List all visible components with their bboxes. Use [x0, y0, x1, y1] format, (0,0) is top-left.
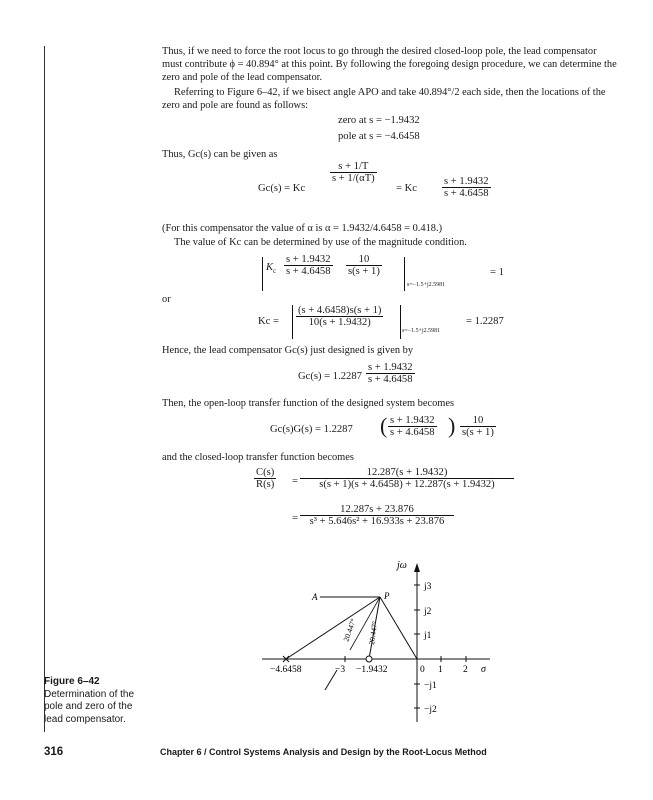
final-gc-lhs: Gc(s) = 1.2287 — [298, 371, 362, 382]
ol-frac2-num: 10 — [460, 415, 496, 427]
label-0: 0 — [420, 665, 425, 675]
angle-label-2: 20.447° — [367, 620, 380, 646]
gc-equation-eq-kc: = Kc — [396, 183, 417, 194]
label-mj1: −j1 — [424, 681, 437, 691]
chapter-title: Chapter 6 / Control Systems Analysis and Design by the Root-Locus Method — [160, 747, 487, 757]
final-gc-den: s + 4.6458 — [368, 374, 413, 385]
label-m19432: −1.9432 — [356, 665, 388, 675]
mag-rhs: = 1 — [490, 267, 504, 278]
cl2-frac-num: 12.287s + 23.876 — [300, 504, 454, 516]
final-gc-num: s + 1.9432 — [368, 362, 413, 373]
alpha-note: (For this compensator the value of α is α = 1.9432/4.6458 = 0.418.) — [162, 223, 443, 234]
mag-frac2-num: 10 — [346, 254, 382, 266]
caption-line-2: pole and zero of the — [44, 701, 133, 712]
thus-gc-text: Thus, Gc(s) can be given as — [162, 149, 278, 160]
pole-location: pole at s = −4.6458 — [338, 131, 420, 142]
gc-frac1-denominator: s + 1/(αT) — [332, 173, 375, 184]
label-m3: −3 — [335, 665, 346, 675]
gc-frac2-denominator: s + 4.6458 — [444, 188, 489, 199]
then-text: Then, the open-loop transfer function of the designed system becomes — [162, 398, 455, 409]
cl-lhs-num: C(s) — [256, 467, 275, 478]
mag-kc: $K_c$ — [266, 262, 277, 276]
mag-frac2-den: s(s + 1) — [348, 266, 380, 277]
paragraph-2: Referring to Figure 6–42, if we bisect angle APO and take 40.894°/2 each side, then the locations of the zero and pole are found as follows: — [162, 87, 606, 111]
cl2-equals: = — [292, 513, 298, 524]
caption-line-1: Determination of the — [44, 688, 135, 700]
closed-text: and the closed-loop transfer function becomes — [162, 452, 354, 463]
label-j3: j3 — [424, 582, 432, 592]
ol-frac1-num: s + 1.9432 — [390, 415, 435, 426]
kc-note: The value of Kc can be determined by use of the magnitude condition. — [174, 237, 467, 248]
label-j2: j2 — [424, 607, 432, 617]
cl-frac-num: 12.287(s + 1.9432) — [300, 467, 514, 479]
cl-equals: = — [292, 476, 298, 487]
cl2-frac-den: s³ + 5.646s² + 16.933s + 23.876 — [309, 516, 445, 527]
ol-frac1-den: s + 4.6458 — [390, 427, 435, 438]
kc-subscript: s=−1.5+j2.5981 — [402, 328, 441, 334]
gc-frac1-numerator: s + 1/T — [330, 161, 377, 173]
label-mj2: −j2 — [424, 705, 437, 715]
kc-frac-num: (s + 4.6458)s(s + 1) — [298, 305, 382, 316]
page-number: 316 — [44, 746, 64, 758]
ol-lhs: Gc(s)G(s) = 1.2287 — [270, 424, 353, 435]
gc-equation-lhs: Gc(s) = Kc — [258, 183, 306, 194]
label-1: 1 — [438, 665, 443, 675]
zero-location: zero at s = −1.9432 — [338, 115, 420, 126]
ol-paren-right: ) — [448, 413, 456, 438]
line-P-pole — [286, 597, 380, 659]
kc-rhs: = 1.2287 — [466, 316, 504, 327]
jw-label: jω — [397, 560, 407, 571]
label-m46458: −4.6458 — [270, 665, 302, 675]
gc-frac2-numerator: s + 1.9432 — [444, 176, 489, 187]
paragraph-1: Thus, if we need to force the root locus to go through the desired closed-loop pole, the lead compensator must contribute ϕ = 40.894° at this point. By following the foregoing design procedure, we can determine the zero and pole of the lead compensator. — [162, 46, 617, 83]
ol-paren-left: ( — [380, 413, 388, 438]
or-text: or — [162, 294, 171, 305]
sigma-label: σ — [481, 664, 486, 675]
figure-caption — [44, 676, 154, 726]
imag-axis-arrow — [414, 563, 420, 572]
kc-frac-den: 10(s + 1.9432) — [308, 317, 371, 328]
ol-frac2-den: s(s + 1) — [462, 427, 494, 438]
label-2: 2 — [463, 665, 468, 675]
zero-marker — [366, 656, 372, 662]
mag-subscript: s=−1.5+j2.5981 — [407, 282, 446, 288]
mag-frac1-den: s + 4.6458 — [286, 266, 331, 277]
mag-frac1-num: s + 1.9432 — [286, 254, 331, 265]
label-j1: j1 — [424, 631, 432, 641]
angle-label-1: 20.447° — [341, 617, 358, 643]
line-P-origin — [380, 597, 417, 659]
kc-lhs: Kc = — [258, 316, 279, 327]
hence-text: Hence, the lead compensator Gc(s) just designed is given by — [162, 345, 414, 356]
label-P: P — [384, 591, 390, 601]
label-A: A — [312, 592, 318, 602]
cl-frac-den: s(s + 1)(s + 4.6458) + 12.287(s + 1.9432) — [319, 479, 495, 490]
cl-lhs-den: R(s) — [256, 479, 275, 490]
caption-line-3: lead compensator. — [44, 713, 126, 725]
caption-label: Figure 6–42 — [44, 676, 100, 687]
